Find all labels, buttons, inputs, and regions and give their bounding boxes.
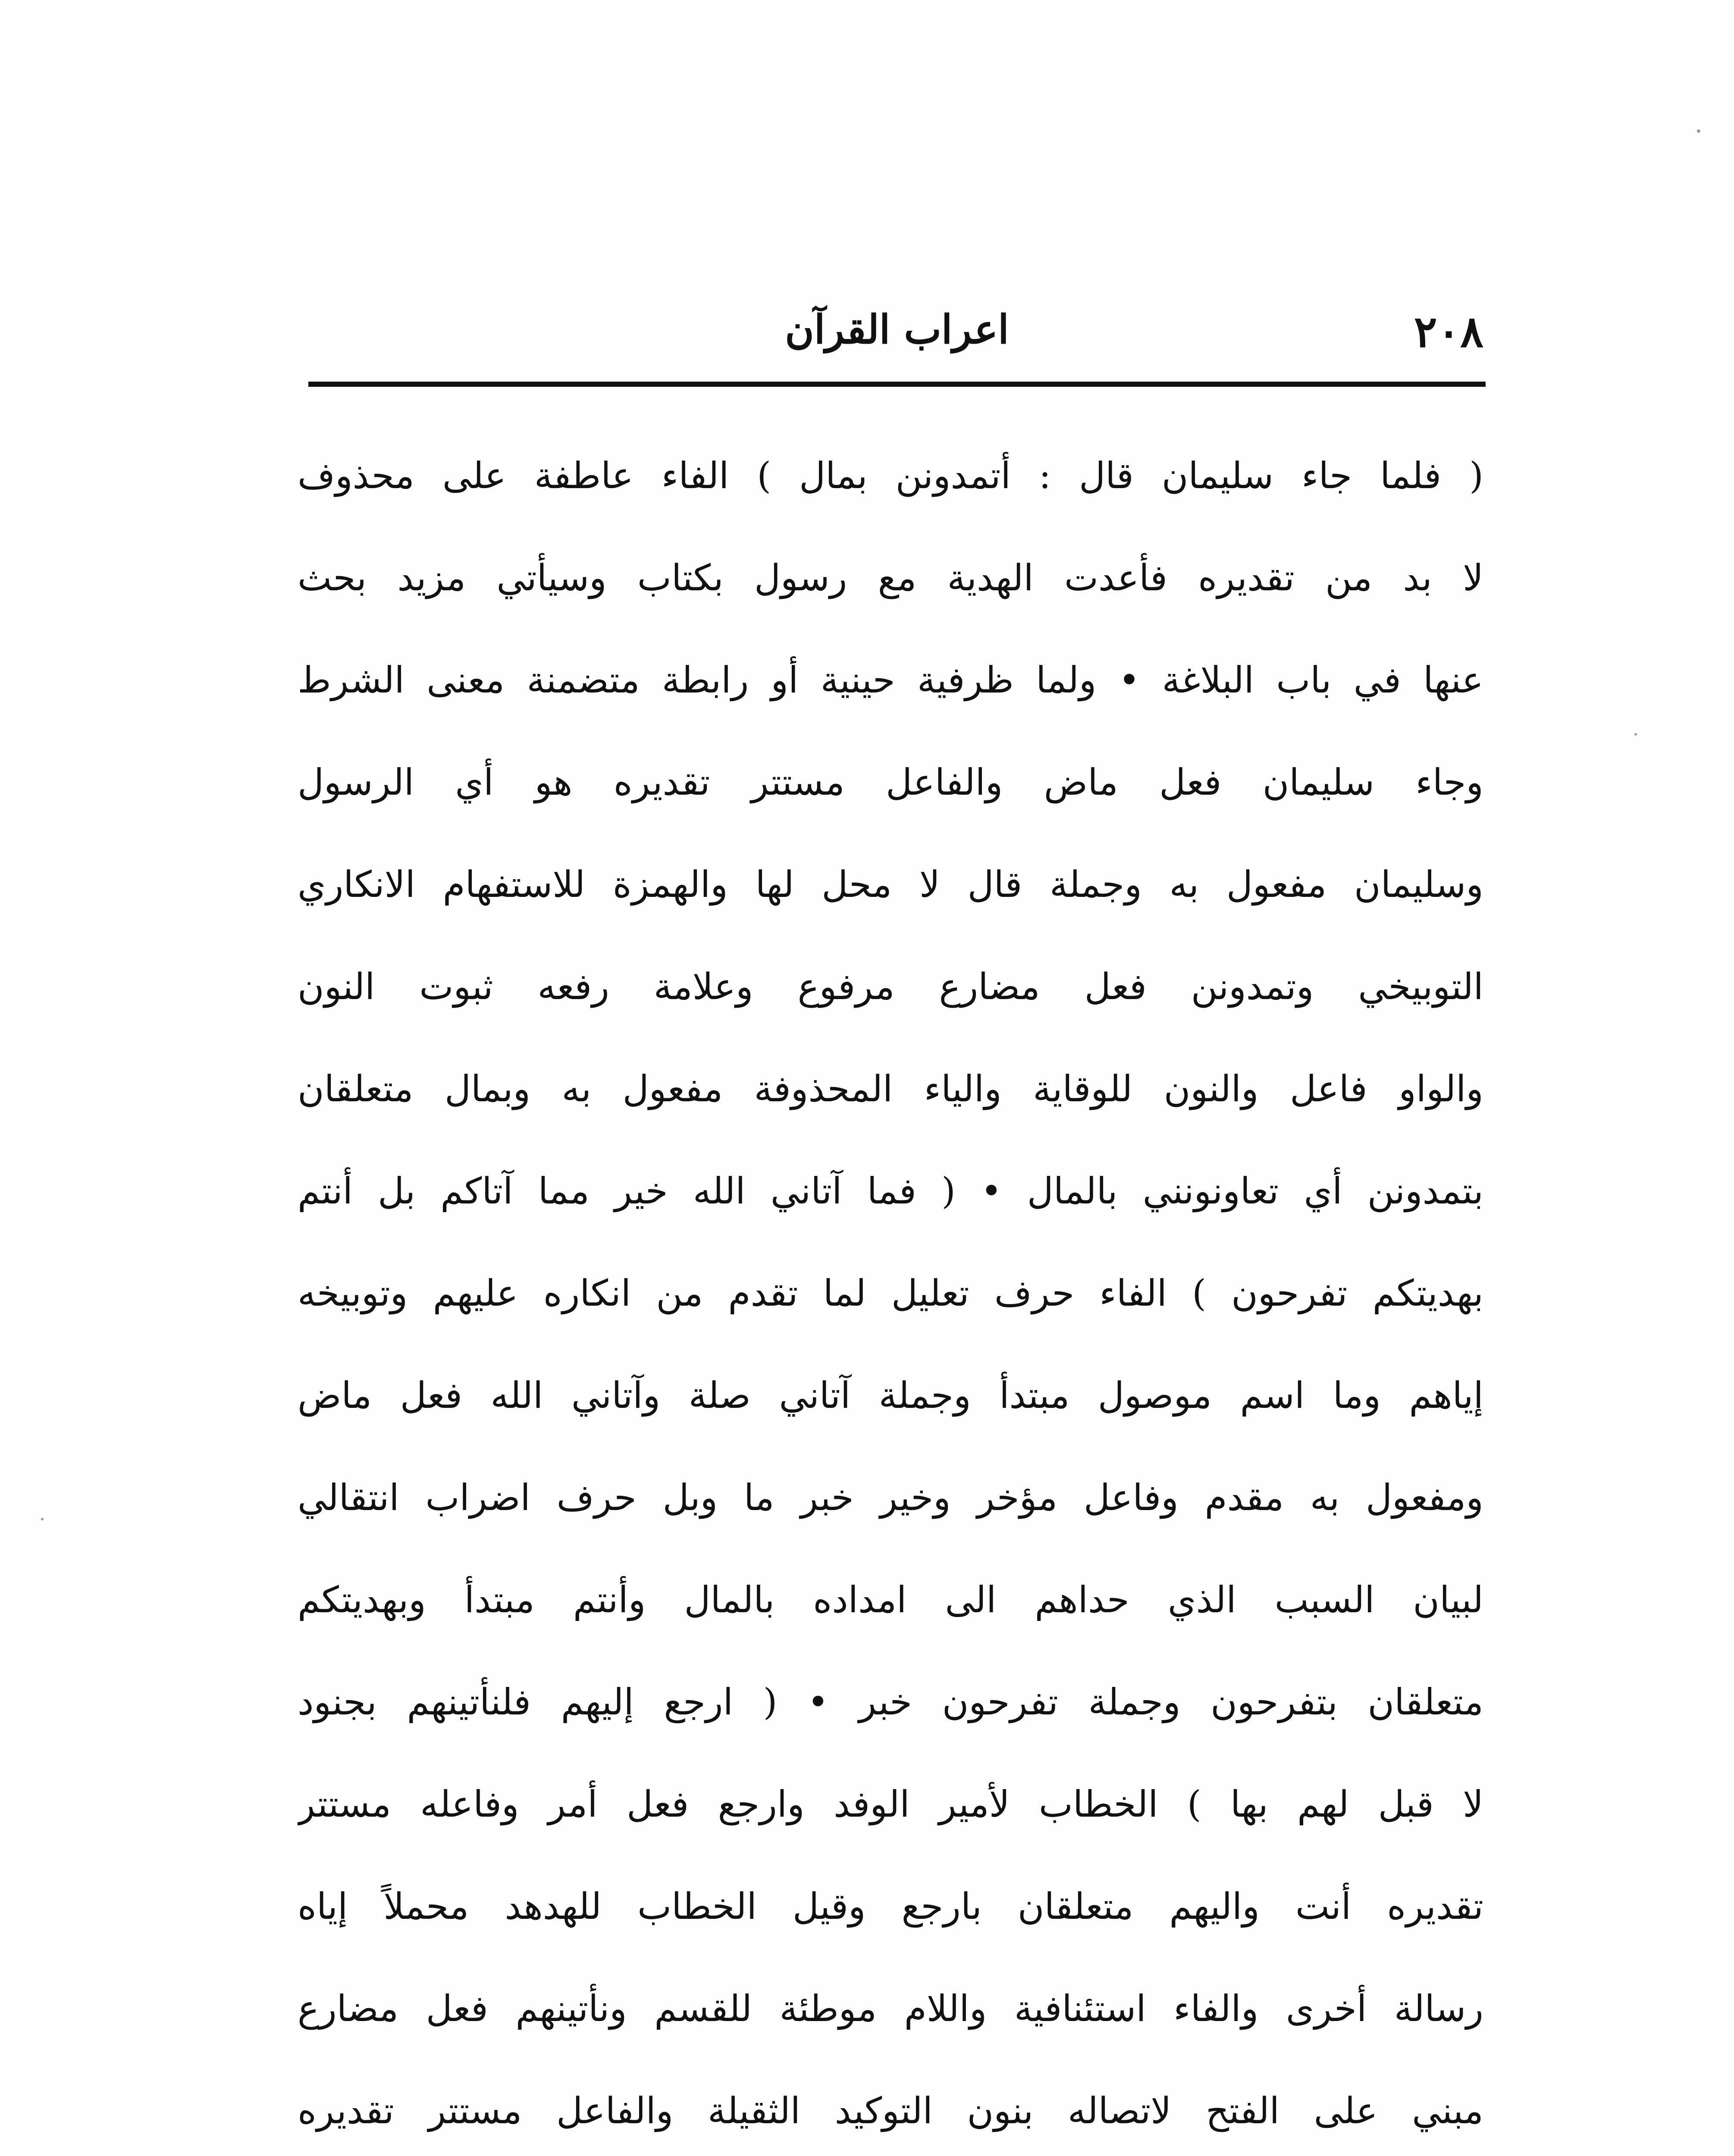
scan-speck (1697, 129, 1700, 133)
text-line: والواو فاعل والنون للوقاية والياء المحذوفة مفعول به وبمال متعلقان (298, 1068, 1483, 1110)
text-line: رسالة أخرى والفاء استئنافية واللام موطئة للقسم ونأتينهم فعل مضارع (298, 1987, 1483, 2030)
text-line: لبيان السبب الذي حداهم الى امداده بالمال وأنتم مبتدأ وبهديتكم (298, 1579, 1483, 1621)
text-line: لا قبل لهم بها ) الخطاب لأمير الوفد وارجع فعل أمر وفاعله مستتر (298, 1783, 1483, 1825)
page-header (310, 298, 1483, 384)
scan-speck (41, 1518, 44, 1520)
scan-speck (1634, 733, 1637, 736)
text-line: وجاء سليمان فعل ماض والفاعل مستتر تقديره هو أي الرسول (298, 761, 1483, 803)
text-line: بتمدونن أي تعاونونني بالمال • ( فما آتاني الله خير مما آتاكم بل أنتم (298, 1170, 1483, 1212)
text-line: متعلقان بتفرحون وجملة تفرحون خبر • ( ارجع إليهم فلنأتينهم بجنود (298, 1681, 1483, 1723)
header-divider (308, 382, 1486, 387)
text-line: ( فلما جاء سليمان قال : أتمدونن بمال ) الفاء عاطفة على محذوف (298, 454, 1483, 497)
text-line: لا بد من تقديره فأعدت الهدية مع رسول بكتاب وسيأتي مزيد بحث (298, 557, 1483, 599)
text-line: عنها في باب البلاغة • ولما ظرفية حينية أو رابطة متضمنة معنى الشرط (298, 659, 1483, 701)
text-line: تقديره أنت واليهم متعلقان بارجع وقيل الخطاب للهدهد محملاً إياه (298, 1885, 1483, 1927)
text-line: إياهم وما اسم موصول مبتدأ وجملة آتاني صلة وآتاني الله فعل ماض (298, 1374, 1483, 1416)
body-text (298, 425, 1483, 2156)
text-line: وسليمان مفعول به وجملة قال لا محل لها والهمزة للاستفهام الانكاري (298, 863, 1483, 906)
text-line: ومفعول به مقدم وفاعل مؤخر وخير خبر ما وبل حرف اضراب انتقالي (298, 1476, 1483, 1519)
running-title: اعراب القرآن (785, 306, 1009, 353)
text-line: التوبيخي وتمدونن فعل مضارع مرفوع وعلامة رفعه ثبوت النون (298, 965, 1483, 1008)
page-number: ٢٠٨ (1414, 306, 1483, 357)
text-line: بهديتكم تفرحون ) الفاء حرف تعليل لما تقدم من انكاره عليهم وتوبيخه (298, 1272, 1483, 1314)
text-line: مبني على الفتح لاتصاله بنون التوكيد الثقيلة والفاعل مستتر تقديره (298, 2090, 1483, 2132)
